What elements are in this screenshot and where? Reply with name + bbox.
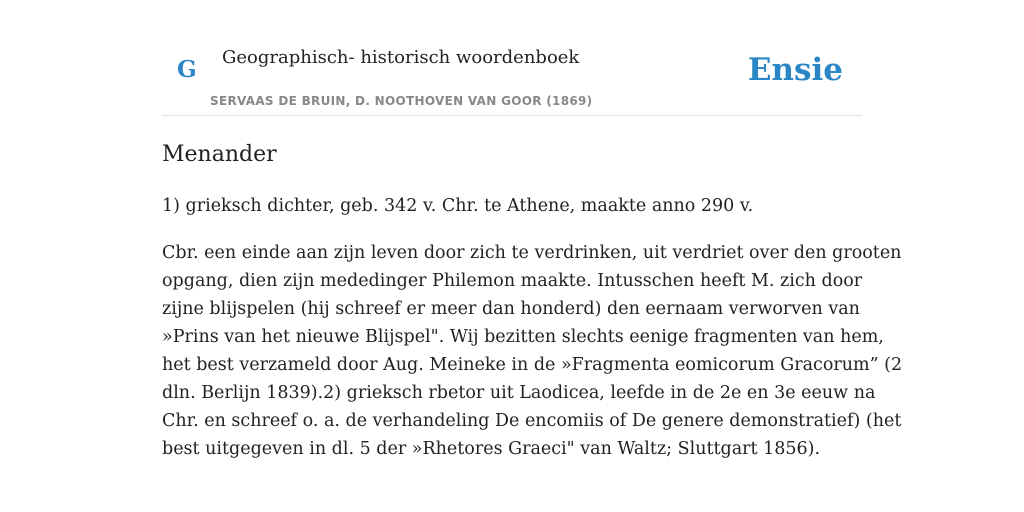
entry-title: Menander bbox=[162, 142, 277, 167]
ensie-logo[interactable]: Ensie bbox=[747, 52, 843, 88]
paragraph-line: Cbr. een einde aan zijn leven door zich te verdrinken, uit verdriet over den grooten bbox=[162, 243, 902, 263]
letter-badge[interactable]: G bbox=[177, 56, 197, 83]
entry-paragraph-2 bbox=[162, 239, 903, 463]
page bbox=[162, 0, 903, 512]
paragraph-line: zijne blijspelen (hij schreef er meer dan honderd) den eernaam verworven van bbox=[162, 299, 860, 319]
entry-header bbox=[162, 0, 862, 116]
paragraph-line: Chr. en schreef o. a. de verhandeling De encomiis of De genere demonstratief) (het bbox=[162, 411, 902, 431]
paragraph-line: opgang, dien zijn mededinger Philemon maakte. Intusschen heeft M. zich door bbox=[162, 271, 863, 291]
book-title[interactable]: Geographisch- historisch woordenboek bbox=[222, 47, 580, 68]
paragraph-line: dln. Berlijn 1839).2) grieksch rbetor uit Laodicea, leefde in de 2e en 3e eeuw na bbox=[162, 383, 876, 403]
book-author: SERVAAS DE BRUIN, D. NOOTHOVEN VAN GOOR (1869) bbox=[210, 94, 593, 108]
paragraph-line: best uitgegeven in dl. 5 der »Rhetores Graeci" van Waltz; Sluttgart 1856). bbox=[162, 439, 821, 459]
entry-paragraph-1: 1) grieksch dichter, geb. 342 v. Chr. te Athene, maakte anno 290 v. bbox=[162, 196, 754, 216]
paragraph-line: »Prins van het nieuwe Blijspel". Wij bezitten slechts eenige fragmenten van hem, bbox=[162, 327, 884, 347]
paragraph-line: het best verzameld door Aug. Meineke in de »Fragmenta eomicorum Gracorum” (2 bbox=[162, 355, 903, 375]
